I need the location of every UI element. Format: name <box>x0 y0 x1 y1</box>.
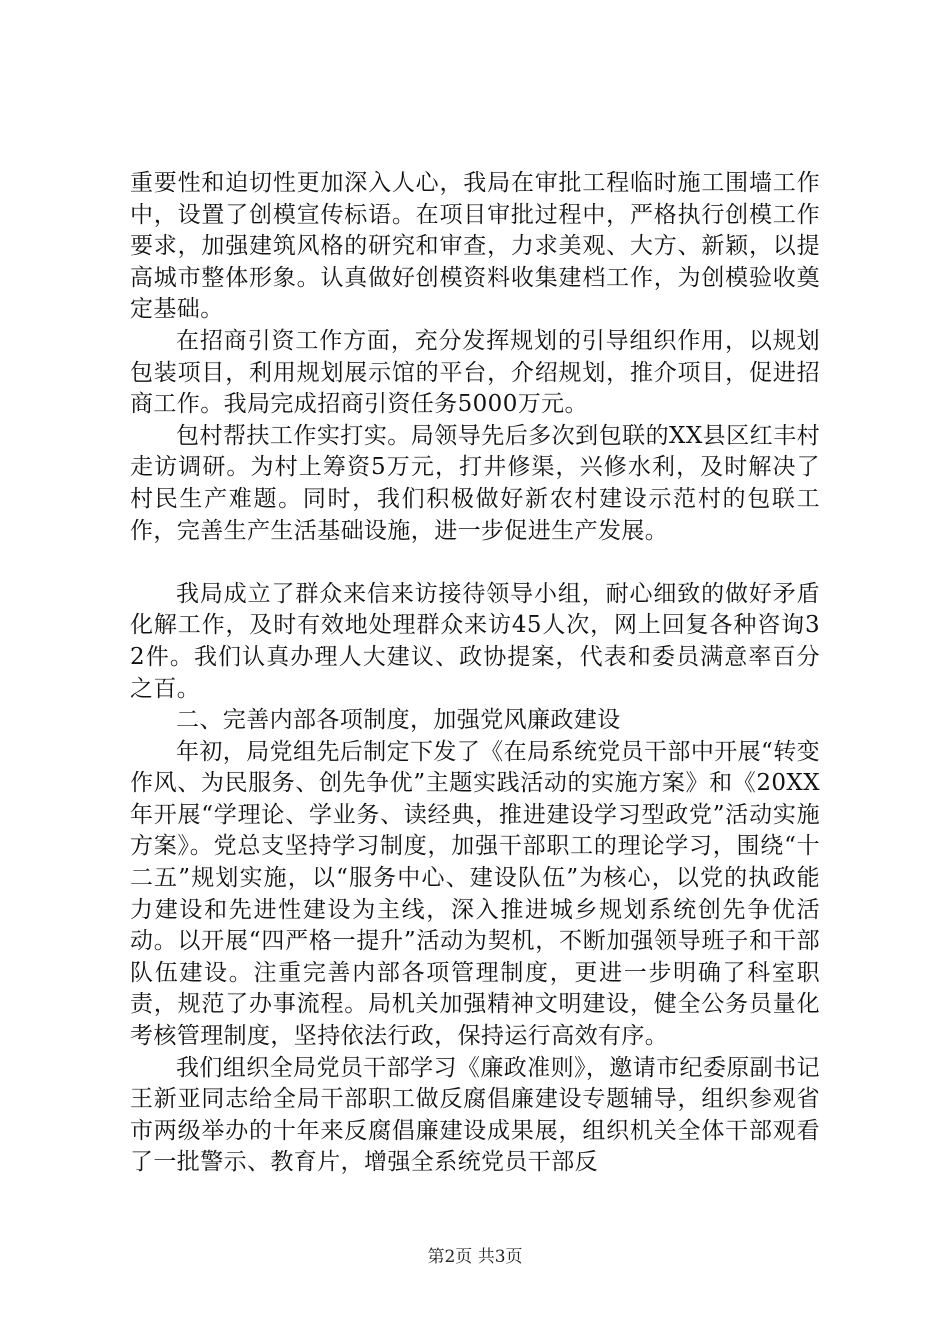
paragraph-petitions: 我局成立了群众来信来访接待领导小组，耐心细致的做好矛盾化解工作，及时有效地处理群众来访45人次，网上回复各种咨询32件。我们认真办理人大建议、政协提案，代表和委员满意率百分之百。 <box>130 580 820 702</box>
paragraph-gap <box>130 547 820 579</box>
document-body <box>130 168 820 1179</box>
paragraph-anti-corruption: 我们组织全局党员干部学习《廉政准则》，邀请市纪委原副书记王新亚同志给全局干部职工做反腐倡廉建设专题辅导，组织参观省市两级举办的十年来反腐倡廉建设成果展，组织机关全体干部观看了一批警示、教育片，增强全系统党员干部反 <box>130 1054 820 1176</box>
paragraph-creating-model-city: 重要性和迫切性更加深入人心，我局在审批工程临时施工围墙工作中，设置了创模宣传标语。在项目审批过程中，严格执行创模工作要求，加强建筑风格的研究和审查，力求美观、大方、新颖，以提高城市整体形象。认真做好创模资料收集建档工作，为创模验收奠定基础。 <box>130 170 820 323</box>
paragraph-investment: 在招商引资工作方面，充分发挥规划的引导组织作用，以规划包装项目，利用规划展示馆的平台，介绍规划，推介项目，促进招商工作。我局完成招商引资任务5000万元。 <box>130 327 820 418</box>
page-footer: 第2页 共3页 <box>427 1247 523 1267</box>
section-heading-two: 二、完善内部各项制度，加强党风廉政建设 <box>176 707 621 734</box>
paragraph-village-assistance: 包村帮扶工作实打实。局领导先后多次到包联的XX县区红丰村走访调研。为村上筹资5万元，打井修渠，兴修水利，及时解决了村民生产难题。同时，我们积极做好新农村建设示范村的包联工作，完善生产生活基础设施，进一步促进生产发展。 <box>130 422 820 544</box>
paragraph-party-building: 年初，局党组先后制定下发了《在局系统党员干部中开展“转变作风、为民服务、创先争优”主题实践活动的实施方案》和《20XX年开展“学理论、学业务、读经典，推进建设学习型政党”活动实施方案》。党总支坚持学习制度，加强干部职工的理论学习，围绕“十二五”规划实施，以“服务中心、建设队伍”为核心，以党的执政能力建设和先进性建设为主线，深入推进城乡规划系统创先争优活动。以开展“四严格一提升”活动为契机，不断加强领导班子和干部队伍建设。注重完善内部各项管理制度，更进一步明确了科室职责，规范了办事流程。局机关加强精神文明建设，健全公务员量化考核管理制度，坚持依法行政，保持运行高效有序。 <box>130 738 820 1050</box>
